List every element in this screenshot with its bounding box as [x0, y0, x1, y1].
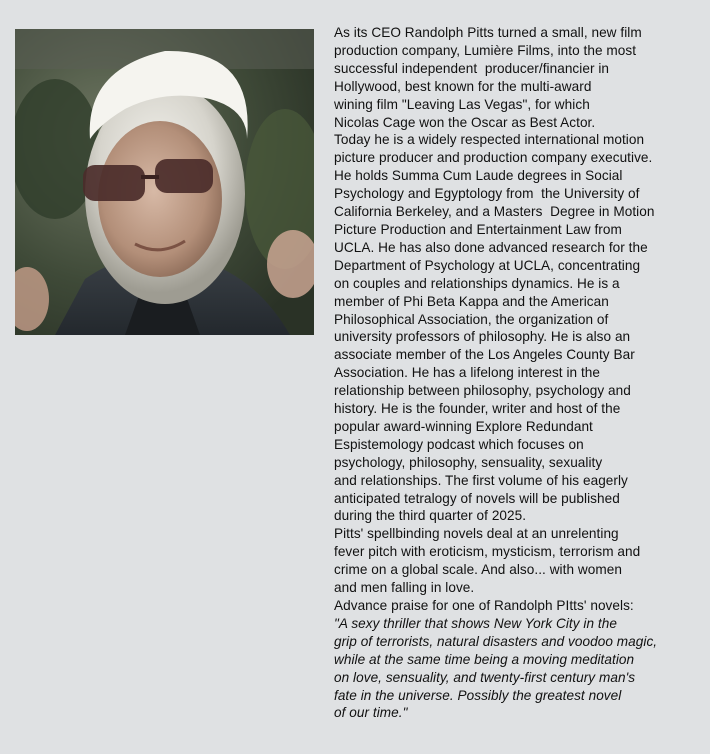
bio-line: psychology, philosophy, sensuality, sexuality: [334, 454, 603, 470]
bio-line: Today he is a widely respected international motion: [334, 132, 645, 148]
bio-line: relationship between philosophy, psychology and: [334, 383, 631, 399]
bio-line: wining film "Leaving Las Vegas", for which: [334, 96, 590, 112]
bio-line: He holds Summa Cum Laude degrees in Social: [334, 168, 623, 184]
bio-line: Pitts' spellbinding novels deal at an unrelenting: [334, 526, 619, 542]
bio-text: [334, 24, 706, 722]
bio-line: Espistemology podcast which focuses on: [334, 436, 584, 452]
bio-line: popular award-winning Explore Redundant: [334, 418, 593, 434]
quote-line: "A sexy thriller that shows New York City in the: [334, 615, 617, 631]
bio-line: Advance praise for one of Randolph PItts' novels:: [334, 598, 634, 613]
bio-line: member of Phi Beta Kappa and the American: [334, 293, 609, 309]
bio-line: Nicolas Cage won the Oscar as Best Actor.: [334, 114, 596, 130]
bio-line: Philosophical Association, the organization of: [334, 311, 609, 327]
bio-line: associate member of the Los Angeles County Bar: [334, 347, 635, 363]
portrait-photo: [15, 29, 314, 335]
bio-line: California Berkeley, and a Masters Degree in Motion: [334, 204, 655, 220]
praise-quote: [334, 615, 706, 722]
bio-line: Association. He has a lifelong interest in the: [334, 365, 601, 381]
quote-line: grip of terrorists, natural disasters and voodoo magic,: [334, 633, 658, 649]
bio-line: crime on a global scale. And also... with women: [334, 562, 622, 578]
bio-line: Psychology and Egyptology from the University of: [334, 186, 640, 202]
bio-line: fever pitch with eroticism, mysticism, terrorism and: [334, 544, 641, 560]
quote-line: fate in the universe. Possibly the greatest novel: [334, 687, 622, 703]
bio-line: and relationships. The first volume of his eagerly: [334, 472, 628, 488]
portrait-image: [15, 29, 314, 335]
bio-line: UCLA. He has also done advanced research for the: [334, 239, 648, 255]
bio-line: production company, Lumière Films, into the most: [334, 42, 637, 58]
bio-line: on couples and relationships dynamics. He is a: [334, 275, 620, 291]
bio-line: anticipated tetralogy of novels will be published: [334, 490, 620, 506]
bio-line: Department of Psychology at UCLA, concentrating: [334, 257, 641, 273]
quote-line: of our time.": [334, 705, 408, 721]
bio-line: university professors of philosophy. He is also an: [334, 329, 631, 345]
quote-line: on love, sensuality, and twenty-first century man's: [334, 669, 636, 685]
bio-line: picture producer and production company executive.: [334, 150, 653, 166]
quote-line: while at the same time being a moving meditation: [334, 651, 635, 667]
bio-line: and men falling in love.: [334, 580, 475, 596]
bio-line: Hollywood, best known for the multi-award: [334, 78, 592, 94]
bio-line: Picture Production and Entertainment Law from: [334, 221, 622, 237]
bio-line: during the third quarter of 2025.: [334, 508, 527, 524]
bio-line: As its CEO Randolph Pitts turned a small, new film: [334, 25, 642, 40]
bio-line: history. He is the founder, writer and host of the: [334, 401, 621, 417]
bio-line: successful independent producer/financier in: [334, 60, 610, 76]
